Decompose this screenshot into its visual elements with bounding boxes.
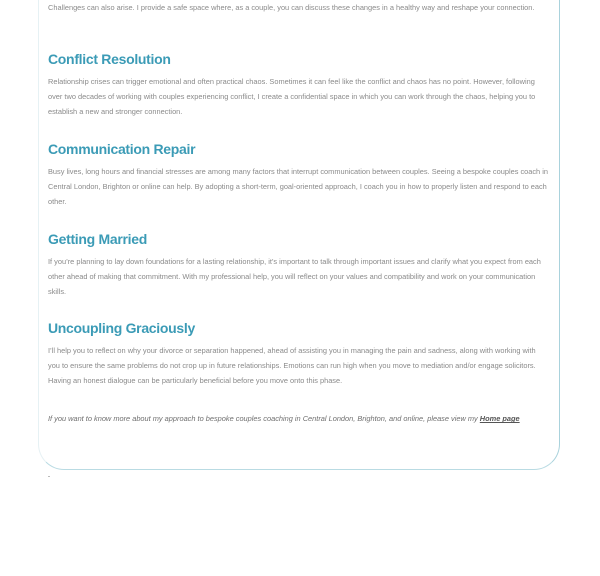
section-body: Relationship crises can trigger emotional and often practical chaos. Sometimes it can feel like the conflict and chaos has no point. However, following over two decades of working with couples experiencing conflict, I create a confidential space in which you can work through the chaos, helping you to establish a new and stronger connection.: [48, 77, 536, 116]
section-body: Busy lives, long hours and financial stresses are among many factors that interrupt communication between couples. Seeing a bespoke couples coach in Central London, Brighton or online can help. By adopting a short-term, goal-oriented approach, I coach you in how to properly listen and respond to each other.: [48, 167, 548, 206]
section-heading: Communication Repair: [48, 141, 196, 157]
section-body: If you’re planning to lay down foundations for a lasting relationship, it’s important to talk through important issues and clarify what you expect from each other ahead of making that commitment. With my professional help, you will reflect on your values and compatibility and work on your communication skills.: [48, 257, 541, 296]
section-conflict-resolution: [48, 50, 548, 119]
footer-mark: [48, 476, 50, 477]
closing-text: If you want to know more about my approach to bespoke couples coaching in Central London, Brighton, and online, please view my: [48, 414, 480, 424]
section-heading: Uncoupling Graciously: [48, 320, 195, 336]
intro-paragraph: Challenges can also arise. I provide a safe space where, as a couple, you can discuss these changes in a healthy way and reshape your connection.: [48, 3, 535, 12]
section-body: I’ll help you to reflect on why your divorce or separation happened, ahead of assisting you in managing the pain and sadness, along with working with you to ensure the same problems do not crop up in future relationships. Emotions can run high when you move to mediation and/or engage solicitors. Having an honest dialogue can be particularly beneficial before you move onto this phase.: [48, 346, 536, 385]
closing-note: [48, 411, 548, 426]
section-getting-married: [48, 230, 548, 299]
section-heading: Conflict Resolution: [48, 51, 171, 67]
section-heading: Getting Married: [48, 231, 147, 247]
section-uncoupling-graciously: [48, 319, 548, 388]
home-page-link[interactable]: Home page: [479, 414, 520, 424]
section-communication-repair: [48, 140, 548, 209]
